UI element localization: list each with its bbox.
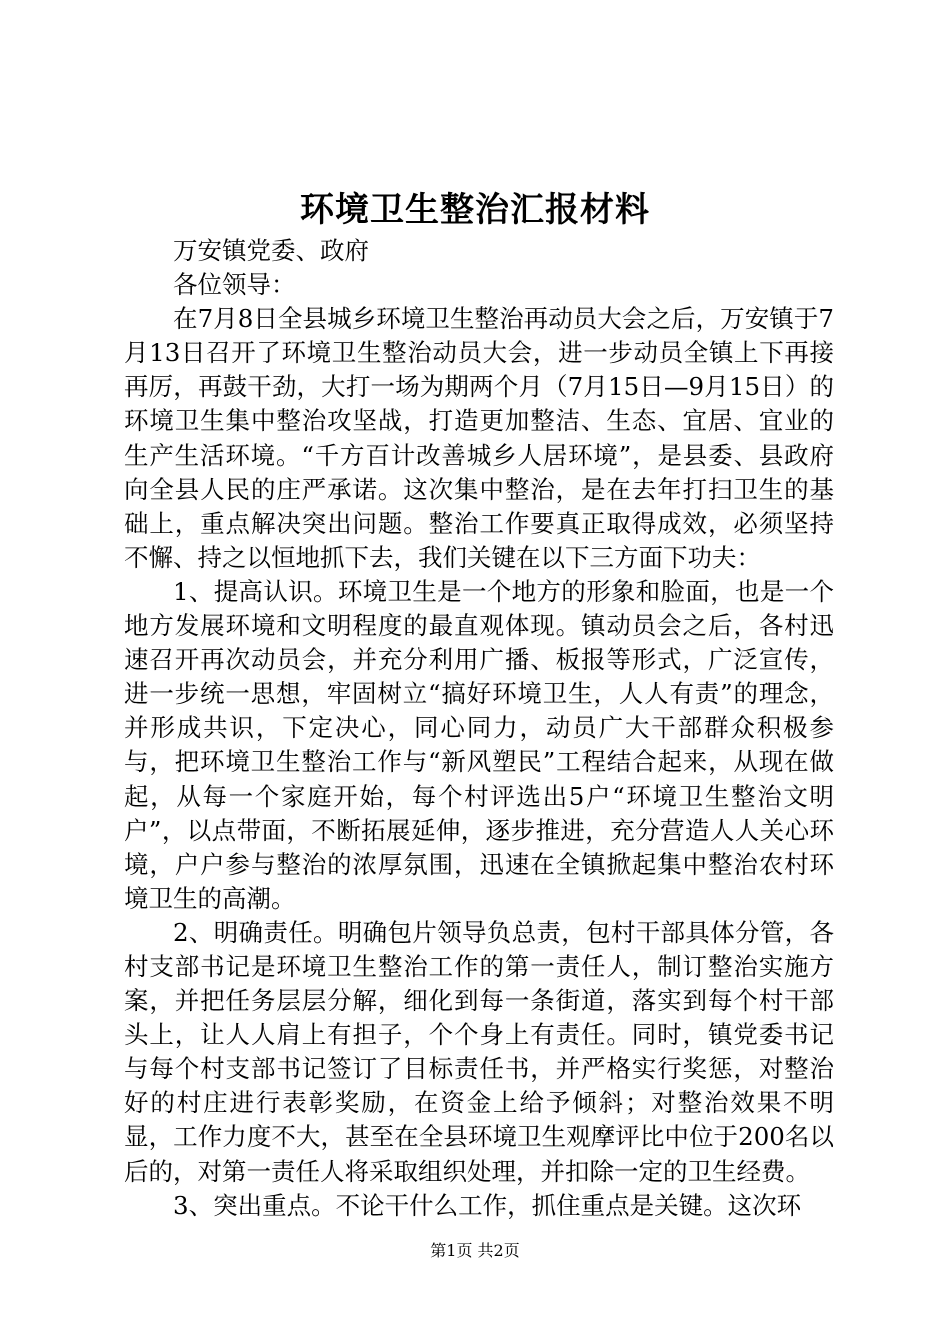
addressee-line: 万安镇党委、政府 — [173, 236, 369, 265]
document-body — [124, 234, 834, 1223]
body-paragraph-2: 2、明确责任。明确包片领导负总责，包村干部具体分管，各村支部书记是环境卫生整治工作的第一责任人，制订整治实施方案，并把任务层层分解，细化到每一条街道，落实到每个村干部头上，让人人肩上有担子，个个身上有责任。同时，镇党委书记与每个村支部书记签订了目标责任书，并严格实行奖惩，对整治好的村庄进行表彰奖励，在资金上给予倾斜；对整治效果不明显，工作力度不大，甚至在全县环境卫生观摩评比中位于200名以后的，对第一责任人将采取组织处理，并扣除一定的卫生经费。 — [124, 917, 834, 1186]
salutation-line: 各位领导： — [173, 270, 296, 300]
body-paragraph-intro: 在7月8日全县城乡环境卫生整治再动员大会之后，万安镇于7月13日召开了环境卫生整治动员大会，进一步动员全镇上下再接再厉，再鼓干劲，大打一场为期两个月（7月15日—9月15日）的环境卫生集中整治攻坚战，打造更加整洁、生态、宜居、宜业的生产生活环境。“千方百计改善城乡人居环境”，是县委、县政府向全县人民的庄严承诺。这次集中整治，是在去年打扫卫生的基础上，重点解决突出问题。整治工作要真正取得成效，必须坚持不懈、持之以恒地抓下去，我们关键在以下三方面下功夫： — [124, 304, 834, 572]
document-title: 环境卫生整治汇报材料 — [300, 190, 650, 230]
body-paragraph-1: 1、提高认识。环境卫生是一个地方的形象和脸面，也是一个地方发展环境和文明程度的最直观体现。镇动员会之后，各村迅速召开再次动员会，并充分利用广播、板报等形式，广泛宣传，进一步统一思想，牢固树立“搞好环境卫生，人人有责”的理念，并形成共识，下定决心，同心同力，动员广大干部群众积极参与，把环境卫生整治工作与“新风塑民”工程结合起来，从现在做起，从每一个家庭开始，每个村评选出5户“环境卫生整治文明户”，以点带面，不断拓展延伸，逐步推进，充分营造人人关心环境，户户参与整治的浓厚氛围，迅速在全镇掀起集中整治农村环境卫生的高潮。 — [124, 576, 834, 913]
page-footer: 第1页 共2页 — [430, 1241, 520, 1260]
body-paragraph-3: 3、突出重点。不论干什么工作，抓住重点是关键。这次环 — [173, 1190, 802, 1220]
